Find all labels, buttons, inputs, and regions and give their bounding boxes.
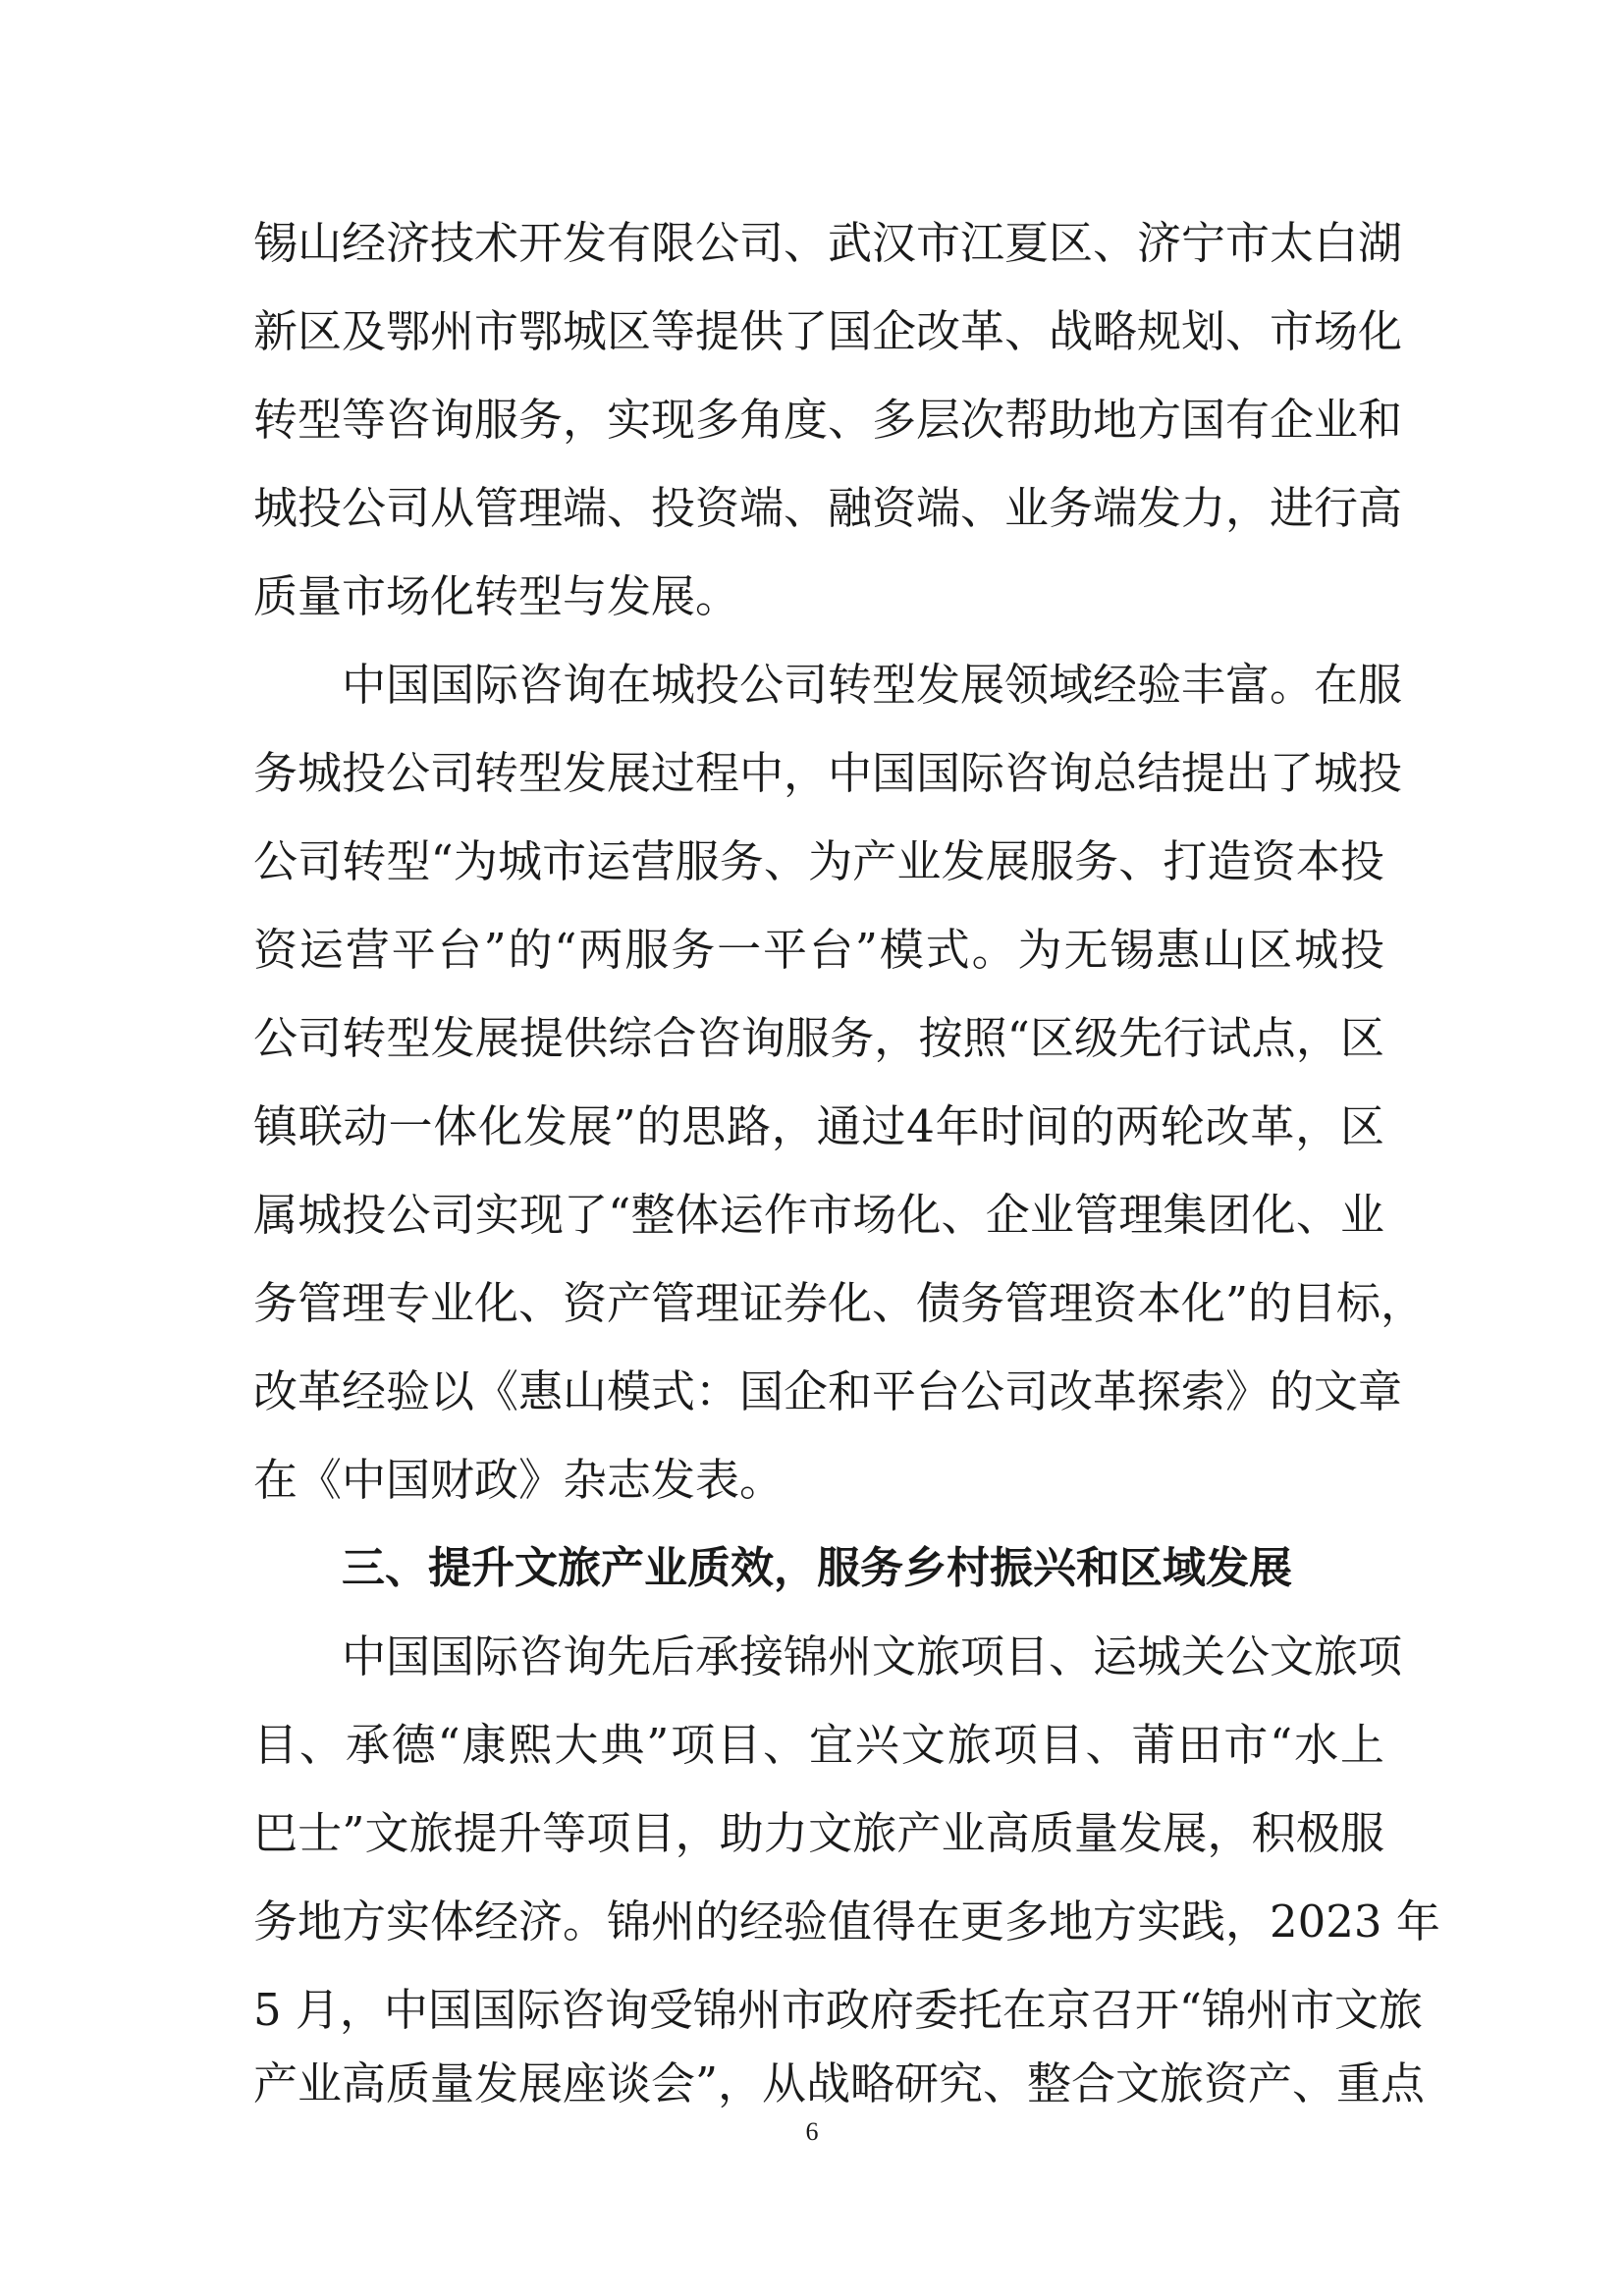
- paragraph-line: 质量市场化转型与发展。: [253, 570, 740, 622]
- paragraph-line: 转型等咨询服务，实现多角度、多层次帮助地方国有企业和: [253, 394, 1403, 446]
- paragraph-line: 产业高质量发展座谈会”，从战略研究、整合文旅资产、重点: [253, 2057, 1426, 2109]
- section-heading: 三、提升文旅产业质效，服务乡村振兴和区域发展: [342, 1543, 1292, 1593]
- paragraph-line: 务城投公司转型发展过程中，中国国际咨询总结提出了城投: [253, 747, 1403, 799]
- paragraph-line: 新区及鄂州市鄂城区等提供了国企改革、战略规划、市场化: [253, 305, 1403, 357]
- page-number: 6: [805, 2117, 819, 2146]
- paragraph-line: 资运营平台”的“两服务一平台”模式。为无锡惠山区城投: [253, 924, 1384, 976]
- paragraph-line: 务管理专业化、资产管理证券化、债务管理资本化”的目标，: [253, 1277, 1426, 1329]
- paragraph-line: 在《中国财政》杂志发表。: [253, 1454, 785, 1506]
- paragraph-line: 镇联动一体化发展”的思路，通过4年时间的两轮改革，区: [253, 1100, 1384, 1152]
- paragraph-line: 中国国际咨询先后承接锦州文旅项目、运城关公文旅项: [342, 1630, 1403, 1682]
- paragraph-line: 属城投公司实现了“整体运作市场化、企业管理集团化、业: [253, 1189, 1384, 1241]
- paragraph-line: 城投公司从管理端、投资端、融资端、业务端发力，进行高: [253, 482, 1403, 534]
- paragraph-line: 务地方实体经济。锦州的经验值得在更多地方实践，2023 年: [253, 1896, 1440, 1948]
- paragraph-line: 中国国际咨询在城投公司转型发展领域经验丰富。在服: [342, 659, 1403, 711]
- paragraph-line: 锡山经济技术开发有限公司、武汉市江夏区、济宁市太白湖: [253, 217, 1403, 269]
- paragraph-line: 公司转型发展提供综合咨询服务，按照“区级先行试点，区: [253, 1012, 1384, 1064]
- paragraph-line: 公司转型“为城市运营服务、为产业发展服务、打造资本投: [253, 835, 1384, 887]
- paragraph-line: 目、承德“康熙大典”项目、宜兴文旅项目、莆田市“水上: [253, 1719, 1384, 1771]
- paragraph-line: 改革经验以《惠山模式：国企和平台公司改革探索》的文章: [253, 1365, 1403, 1417]
- paragraph-line: 巴士”文旅提升等项目，助力文旅产业高质量发展，积极服: [253, 1807, 1384, 1859]
- paragraph-line: 5 月，中国国际咨询受锦州市政府委托在京召开“锦州市文旅: [253, 1984, 1423, 2036]
